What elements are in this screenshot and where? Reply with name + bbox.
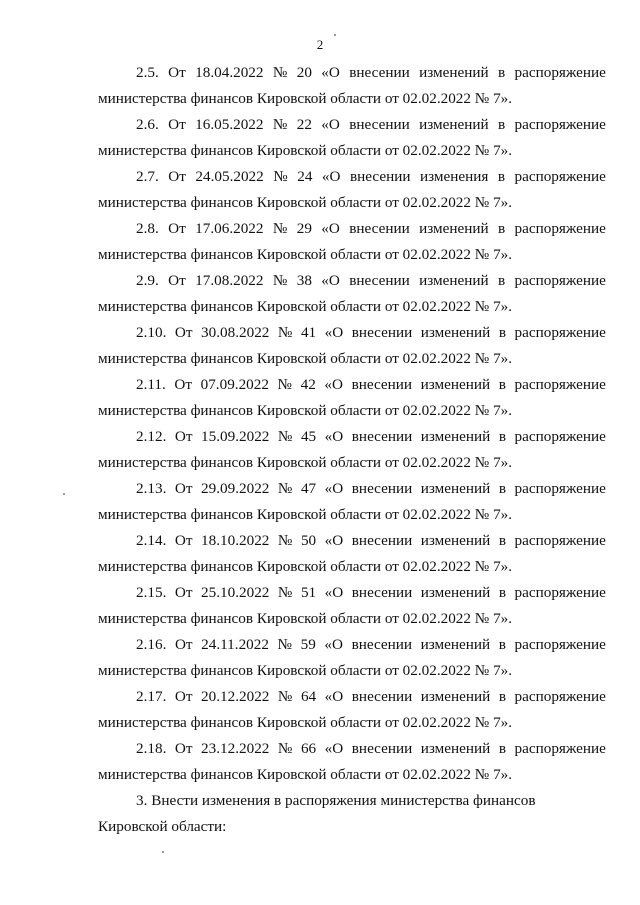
item-word: распоряжение	[514, 324, 606, 341]
item-word: в	[498, 740, 506, 757]
item-date: 18.04.2022	[195, 64, 264, 81]
list-item-first-line	[98, 684, 606, 710]
list-item-first-line	[98, 60, 606, 86]
list-item-second-line: министерства финансов Кировской области от 02.02.2022 № 7».	[98, 246, 513, 263]
item-word: «О	[324, 636, 343, 653]
item-number-sign: №	[272, 116, 288, 133]
item-date: 17.08.2022	[195, 272, 264, 289]
scan-speck	[63, 493, 65, 495]
item-number: 2.8.	[136, 220, 159, 237]
item-word: внесении	[351, 428, 413, 445]
list-item-second-line: министерства финансов Кировской области от 02.02.2022 № 7».	[98, 350, 513, 367]
item-from: От	[174, 636, 193, 653]
list-item-first-line	[98, 736, 606, 762]
list-item-first-line	[98, 164, 606, 190]
list-item-first-line	[98, 216, 606, 242]
item-word: «О	[321, 116, 340, 133]
list-item	[98, 632, 606, 684]
item-date: 18.10.2022	[201, 532, 270, 549]
item-date: 24.11.2022	[201, 636, 269, 653]
item-word: распоряжение	[514, 168, 606, 185]
item-number: 2.16.	[136, 636, 167, 653]
item-from: От	[168, 116, 186, 133]
item-word: внесении	[351, 324, 413, 341]
list-item-second-line: министерства финансов Кировской области от 02.02.2022 № 7».	[98, 90, 513, 107]
item-word: изменений	[420, 532, 491, 549]
item-number-sign: №	[272, 220, 288, 237]
item-doc-number: 41	[300, 324, 317, 341]
document-body	[98, 60, 606, 840]
item-word: внесении	[351, 376, 413, 393]
item-doc-number: 51	[300, 584, 317, 601]
item-from: От	[168, 220, 186, 237]
item-word: распоряжение	[514, 64, 606, 81]
item-number-sign: №	[277, 376, 293, 393]
item-word: изменения	[419, 168, 489, 185]
item-word: «О	[324, 532, 344, 549]
item-from: От	[168, 64, 186, 81]
item-number-sign: №	[277, 324, 293, 341]
list-item	[98, 476, 606, 528]
item-word: в	[497, 272, 506, 289]
list-item-first-line	[98, 632, 606, 658]
item-word: в	[498, 532, 506, 549]
item-word: «О	[321, 168, 341, 185]
list-item-first-line	[98, 268, 606, 294]
item-doc-number: 29	[296, 220, 312, 237]
item-number: 2.10.	[136, 324, 167, 341]
item-word: в	[498, 584, 506, 601]
item-word: в	[498, 428, 506, 445]
item-word: внесении	[351, 532, 413, 549]
item-word: в	[498, 324, 506, 341]
item-date: 17.06.2022	[195, 220, 264, 237]
item-word: внесении	[349, 116, 410, 133]
item-from: От	[174, 740, 193, 757]
item-word: распоряжение	[514, 584, 606, 601]
item-word: внесении	[351, 636, 413, 653]
item-word: изменений	[419, 116, 489, 133]
item-word: изменений	[420, 428, 491, 445]
item-word: «О	[324, 584, 344, 601]
item-from: От	[174, 324, 193, 341]
item-from: От	[168, 272, 186, 289]
list-item	[98, 164, 606, 216]
item-word: в	[498, 636, 506, 653]
list-item	[98, 528, 606, 580]
item-date: 20.12.2022	[201, 688, 270, 705]
item-word: изменений	[420, 584, 491, 601]
item-date: 30.08.2022	[201, 324, 270, 341]
item-doc-number: 22	[296, 116, 312, 133]
item-word: внесении	[349, 272, 410, 289]
item-from: От	[174, 688, 193, 705]
item-word: внесении	[351, 480, 413, 497]
item-number: 2.7.	[136, 168, 159, 185]
list-item-second-line: министерства финансов Кировской области от 02.02.2022 № 7».	[98, 714, 513, 731]
item-doc-number: 42	[300, 376, 316, 393]
item-word: в	[498, 376, 506, 393]
item-word: распоряжение	[514, 220, 606, 237]
item-word: распоряжение	[514, 376, 606, 393]
item-word: в	[497, 220, 506, 237]
paragraph-3: 3. Внести изменения в распоряжения министерства финансов Кировской области:	[98, 792, 536, 835]
item-word: «О	[324, 376, 343, 393]
item-number-sign: №	[277, 584, 293, 601]
item-date: 16.05.2022	[195, 116, 264, 133]
item-word: изменений	[420, 636, 491, 653]
item-word: «О	[324, 688, 344, 705]
list-item-first-line	[98, 424, 606, 450]
item-word: изменений	[419, 220, 489, 237]
item-number: 2.17.	[136, 688, 167, 705]
item-word: в	[498, 480, 506, 497]
item-doc-number: 64	[300, 688, 317, 705]
item-word: изменений	[420, 324, 491, 341]
list-item-first-line	[98, 320, 606, 346]
item-number-sign: №	[277, 688, 293, 705]
item-number-sign: №	[272, 64, 288, 81]
list-item	[98, 424, 606, 476]
item-number-sign: №	[277, 480, 293, 497]
item-word: изменений	[419, 272, 489, 289]
list-item-second-line: министерства финансов Кировской области от 02.02.2022 № 7».	[98, 194, 513, 211]
item-number: 2.11.	[136, 376, 166, 393]
scan-speck	[162, 851, 164, 853]
item-doc-number: 50	[300, 532, 317, 549]
item-word: в	[497, 116, 506, 133]
item-from: От	[174, 584, 193, 601]
item-word: изменений	[419, 64, 489, 81]
list-item	[98, 320, 606, 372]
item-word: «О	[321, 272, 340, 289]
list-item-second-line: министерства финансов Кировской области от 02.02.2022 № 7».	[98, 766, 513, 783]
list-item	[98, 216, 606, 268]
item-doc-number: 38	[296, 272, 312, 289]
item-from: От	[174, 532, 193, 549]
item-from: От	[174, 428, 193, 445]
item-doc-number: 24	[297, 168, 313, 185]
item-from: От	[174, 376, 193, 393]
page-number: 2	[316, 37, 324, 52]
item-word: распоряжение	[514, 688, 606, 705]
item-word: внесении	[349, 64, 410, 81]
list-item	[98, 736, 606, 788]
scan-speck	[334, 34, 336, 36]
list-item-second-line: министерства финансов Кировской области от 02.02.2022 № 7».	[98, 558, 513, 575]
list-item	[98, 684, 606, 736]
item-word: в	[497, 64, 506, 81]
item-word: внесении	[351, 740, 413, 757]
item-word: внесении	[349, 168, 411, 185]
item-date: 25.10.2022	[201, 584, 270, 601]
item-number: 2.18.	[136, 740, 167, 757]
item-number: 2.6.	[136, 116, 159, 133]
list-item-second-line: министерства финансов Кировской области от 02.02.2022 № 7».	[98, 298, 513, 315]
item-number-sign: №	[272, 272, 288, 289]
list-item-second-line: министерства финансов Кировской области от 02.02.2022 № 7».	[98, 454, 513, 471]
item-word: внесении	[351, 584, 413, 601]
item-number: 2.12.	[136, 428, 167, 445]
item-doc-number: 59	[300, 636, 316, 653]
item-number-sign: №	[277, 740, 293, 757]
item-number-sign: №	[273, 168, 288, 185]
item-date: 07.09.2022	[200, 376, 269, 393]
item-number: 2.14.	[136, 532, 167, 549]
item-word: распоряжение	[514, 740, 606, 757]
item-word: распоряжение	[514, 428, 606, 445]
item-word: внесении	[351, 688, 413, 705]
item-word: изменений	[420, 740, 491, 757]
list-item-first-line	[98, 476, 606, 502]
list-item-second-line: министерства финансов Кировской области от 02.02.2022 № 7».	[98, 142, 513, 159]
list-item-first-line	[98, 580, 606, 606]
item-word: «О	[324, 740, 344, 757]
list-item-first-line	[98, 528, 606, 554]
list-item-second-line: министерства финансов Кировской области от 02.02.2022 № 7».	[98, 662, 513, 679]
list-item-first-line	[98, 372, 606, 398]
item-word: «О	[324, 428, 344, 445]
item-number-sign: №	[277, 532, 293, 549]
item-word: в	[497, 168, 505, 185]
item-word: распоряжение	[514, 116, 606, 133]
item-word: «О	[324, 324, 344, 341]
list-item	[98, 372, 606, 424]
item-date: 24.05.2022	[195, 168, 264, 185]
list-item-second-line: министерства финансов Кировской области от 02.02.2022 № 7».	[98, 402, 513, 419]
item-word: изменений	[420, 376, 491, 393]
item-word: распоряжение	[514, 636, 606, 653]
list-item-first-line	[98, 112, 606, 138]
item-doc-number: 47	[300, 480, 317, 497]
item-word: в	[498, 688, 506, 705]
item-number-sign: №	[277, 428, 293, 445]
list-item	[98, 580, 606, 632]
list-item	[98, 112, 606, 164]
item-doc-number: 66	[300, 740, 317, 757]
item-date: 23.12.2022	[201, 740, 270, 757]
item-word: распоряжение	[514, 480, 606, 497]
item-doc-number: 20	[296, 64, 312, 81]
item-from: От	[174, 480, 193, 497]
list-item	[98, 60, 606, 112]
item-word: «О	[321, 220, 340, 237]
item-from: От	[168, 168, 186, 185]
item-number: 2.9.	[136, 272, 159, 289]
item-date: 15.09.2022	[201, 428, 270, 445]
item-word: «О	[321, 64, 340, 81]
item-word: изменений	[420, 480, 491, 497]
item-number-sign: №	[277, 636, 293, 653]
item-number: 2.5.	[136, 64, 159, 81]
item-date: 29.09.2022	[201, 480, 270, 497]
list-item-second-line: министерства финансов Кировской области от 02.02.2022 № 7».	[98, 610, 513, 627]
item-word: распоряжение	[514, 532, 606, 549]
item-number: 2.15.	[136, 584, 167, 601]
amendment-list	[98, 60, 606, 788]
item-word: «О	[324, 480, 344, 497]
list-item-second-line: министерства финансов Кировской области от 02.02.2022 № 7».	[98, 506, 513, 523]
item-word: изменений	[420, 688, 491, 705]
item-doc-number: 45	[300, 428, 317, 445]
list-item	[98, 268, 606, 320]
item-word: распоряжение	[514, 272, 606, 289]
item-word: внесении	[349, 220, 410, 237]
item-number: 2.13.	[136, 480, 167, 497]
